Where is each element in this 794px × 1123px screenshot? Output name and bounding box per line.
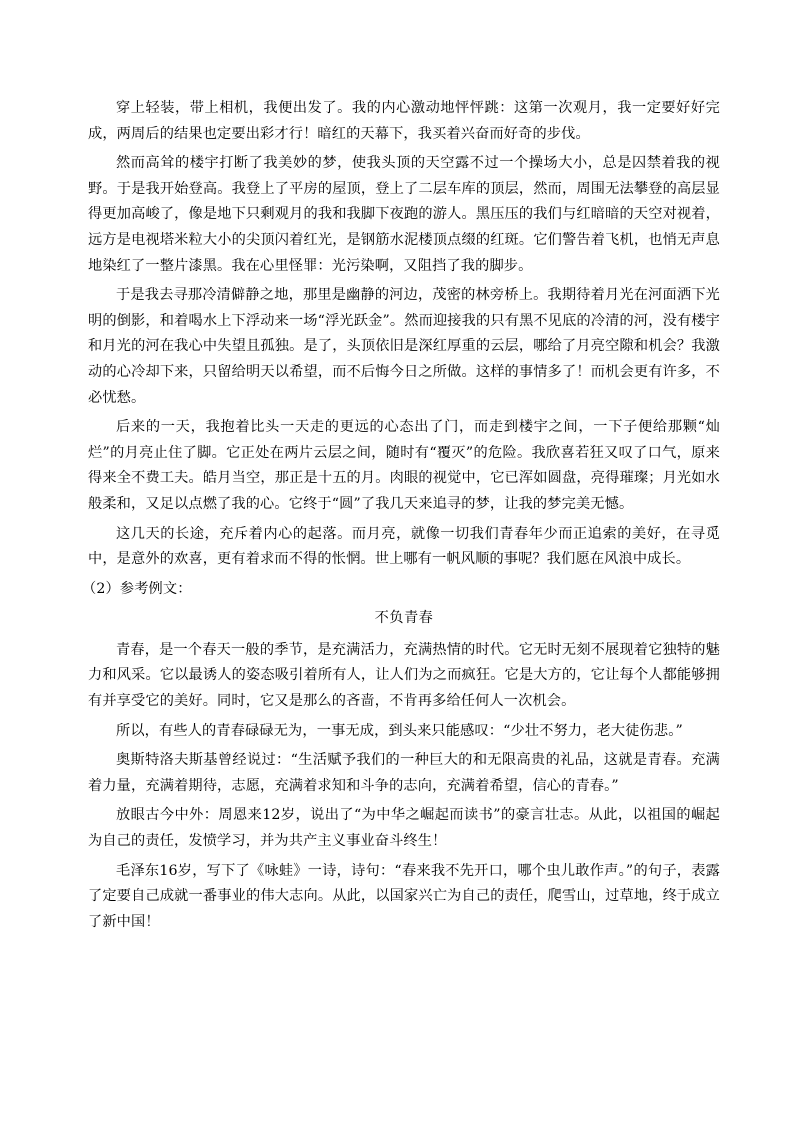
document-page [82, 96, 720, 939]
essay1-paragraph-3: 于是我去寻那冷清僻静之地，那里是幽静的河边，茂密的林旁桥上。我期待着月光在河面洒下光明的倒影，和着喝水上下浮动来一场“浮光跃金”。然而迎接我的只有黑不见底的冷清的河，没有楼宇和月光的河在我心中失望且孤独。是了，头顶依旧是深红厚重的云层，哪给了月亮空隙和机会？我激动的心冷却下来，只留给明天以希望，而不后悔今日之所做。这样的事情多了！而机会更有许多，不必忧愁。 [88, 287, 720, 406]
essay2-paragraph-4: 放眼古今中外：周恩来12岁，说出了“为中华之崛起而读书”的豪言壮志。从此，以祖国的崛起为自己的责任，发愤学习，并为共产主义事业奋斗终生！ [88, 807, 720, 850]
reference-label: （2）参考例文： [82, 580, 192, 597]
essay1-paragraph-4: 后来的一天，我抱着比头一天走的更远的心态出了门，而走到楼宇之间，一下子便给那颗“灿烂”的月亮止住了脚。它正处在两片云层之间，随时有“覆灭”的危险。我欣喜若狂又叹了口气，原来得来全不费工夫。皓月当空，那正是十五的月。肉眼的视觉中，它已浑如圆盘，亮得璀璨；月光如水般柔和，又足以点燃了我的心。它终于“圆”了我几天来追寻的梦，让我的梦完美无憾。 [88, 419, 720, 512]
essay2-paragraph-5: 毛泽东16岁，写下了《咏蛙》一诗，诗句：“春来我不先开口，哪个虫儿敢作声。”的句子，表露了定要自己成就一番事业的伟大志向。从此，以国家兴亡为自己的责任，爬雪山，过草地，终于成立了新中国！ [88, 862, 720, 930]
essay2-paragraph-3: 奥斯特洛夫斯基曾经说过：“生活赋予我们的一种巨大的和无限高贵的礼品，这就是青春。充满着力量，充满着期待，志愿，充满着求知和斗争的志向，充满着希望，信心的青春。” [88, 752, 720, 794]
essay1-paragraph-2: 然而高耸的楼宇打断了我美妙的梦，使我头顶的天空露不过一个操场大小，总是囚禁着我的视野。于是我开始登高。我登上了平房的屋顶，登上了二层车库的顶层，然而，周围无法攀登的高层显得更加高峻了，像是地下只剩观月的我和我脚下夜跑的游人。黑压压的我们与红暗暗的天空对视着，远方是电视塔米粒大小的尖顶闪着红光，是钢筋水泥楼顶点缀的红斑。它们警告着飞机，也悄无声息地染红了一整片漆黑。我在心里怪罪：光污染啊，又阻挡了我的脚步。 [88, 155, 720, 274]
essay1-paragraph-1: 穿上轻装，带上相机，我便出发了。我的内心激动地怦怦跳：这第一次观月，我一定要好好完成，两周后的结果也定要出彩才行！暗红的天幕下，我买着兴奋而好奇的步伐。 [88, 100, 720, 142]
essay2-paragraph-1: 青春，是一个春天一般的季节，是充满活力，充满热情的时代。它无时无刻不展现着它独特的魅力和风采。它以最诱人的姿态吸引着所有人，让人们为之而疯狂。它是大方的，它让每个人都能够拥有并享受它的美好。同时，它又是那么的吝啬，不肯再多给任何人一次机会。 [88, 641, 720, 710]
essay2-title: 不负青春 [374, 610, 434, 627]
essay1-paragraph-5: 这几天的长途，充斥着内心的起落。而月亮，就像一切我们青春年少而正追索的美好，在寻觅中，是意外的欢喜，更有着求而不得的怅惘。世上哪有一帆风顺的事呢？我们愿在风浪中成长。 [88, 525, 720, 568]
essay2-paragraph-2: 所以，有些人的青春碌碌无为，一事无成，到头来只能感叹：“少壮不努力，老大徒伤悲。” [116, 722, 683, 739]
